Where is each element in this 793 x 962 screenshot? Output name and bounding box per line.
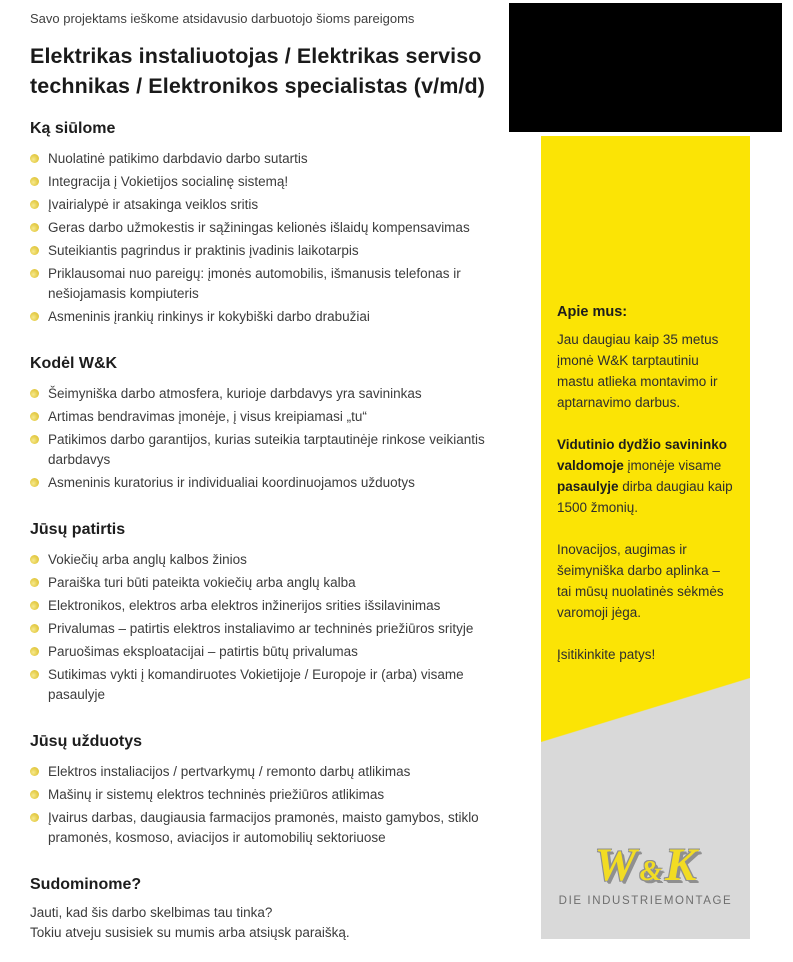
section-heading-offer: Ką siūlome — [30, 120, 116, 137]
list-item — [30, 762, 512, 782]
job-title-line-1: Elektrikas instaliuotojas / Elektrikas serviso — [30, 44, 482, 68]
list-item — [30, 665, 512, 705]
logo-letter-w: W — [594, 839, 637, 891]
about-paragraph-1: Jau daugiau kaip 35 metus įmonė W&K tarptautiniu mastu atlieka montavimo ir aptarnavimo darbus. — [557, 332, 719, 410]
list-item — [30, 550, 512, 570]
closing-line-1: Jauti, kad šis darbo skelbimas tau tinka? — [30, 905, 273, 920]
list-item-text: Artimas bendravimas įmonėje, į visus kreipiamasi „tu“ — [48, 409, 367, 424]
list-item-text: Mašinų ir sistemų elektros techninės priežiūros atlikimas — [48, 787, 385, 802]
list-item-text: Paraiška turi būti pateikta vokiečių arba anglų kalba — [48, 575, 356, 590]
wk-logo — [541, 839, 750, 907]
list-item — [30, 264, 512, 304]
wk-logo-letters — [541, 839, 750, 891]
bullet-icon — [30, 790, 39, 799]
bullet-list-why — [30, 384, 512, 493]
list-item — [30, 149, 512, 169]
about-paragraph-3: Inovacijos, augimas ir šeimyniška darbo aplinka – tai mūsų nuolatinės sėkmės varomoji jėga. — [557, 542, 724, 620]
list-item-text: Įvairialypė ir atsakinga veiklos sritis — [48, 197, 259, 212]
about-paragraph-2 — [557, 434, 737, 518]
list-item-text: Šeimyniška darbo atmosfera, kurioje darbdavys yra savininkas — [48, 386, 422, 401]
about-heading: Apie mus: — [557, 304, 628, 320]
company-logo-placeholder — [509, 3, 782, 132]
list-item-text: Įvairus darbas, daugiausia farmacijos pramonės, maisto gamybos, stiklo pramonės, kosmoso, aviacijos ir automobilių sektoriuose — [48, 810, 479, 845]
closing-block — [30, 875, 515, 943]
closing-line-2: Tokiu atveju susisiek su mumis arba atsiųsk paraišką. — [30, 925, 350, 940]
list-item — [30, 785, 512, 805]
list-item-text: Vokiečių arba anglų kalbos žinios — [48, 552, 247, 567]
bullet-icon — [30, 624, 39, 633]
list-item — [30, 596, 512, 616]
bullet-icon — [30, 647, 39, 656]
job-title-line-2: technikas / Elektronikos specialistas (v/m/d) — [30, 74, 485, 98]
list-item-text: Asmeninis kuratorius ir individualiai koordinuojamos užduotys — [48, 475, 415, 490]
job-ad-content — [30, 10, 515, 943]
list-item-text: Nuolatinė patikimo darbdavio darbo sutartis — [48, 151, 308, 166]
list-item-text: Elektros instaliacijos / pertvarkymų / remonto darbų atlikimas — [48, 764, 411, 779]
list-item-text: Asmeninis įrankių rinkinys ir kokybiški darbo drabužiai — [48, 309, 370, 324]
about-sidebar — [541, 136, 750, 939]
about-text-2: dirba daugiau kaip 1500 žmonių. — [557, 479, 733, 515]
bullet-icon — [30, 601, 39, 610]
sidebar-gray-panel — [541, 742, 750, 939]
about-section — [557, 304, 737, 686]
list-item — [30, 473, 512, 493]
bullet-icon — [30, 223, 39, 232]
list-item-text: Suteikiantis pagrindus ir praktinis įvadinis laikotarpis — [48, 243, 359, 258]
list-item — [30, 172, 512, 192]
closing-heading: Sudominome? — [30, 876, 142, 893]
list-item — [30, 218, 512, 238]
list-item-text: Sutikimas vykti į komandiruotes Vokietijoje / Europoje ir (arba) visame pasaulyje — [48, 667, 464, 702]
bullet-icon — [30, 578, 39, 587]
bullet-icon — [30, 435, 39, 444]
list-item-text: Geras darbo užmokestis ir sąžiningas kelionės išlaidų kompensavimas — [48, 220, 470, 235]
list-item-text: Privalumas – patirtis elektros instaliavimo ar techninės priežiūros srityje — [48, 621, 474, 636]
bullet-list-offer — [30, 149, 512, 327]
list-item-text: Elektronikos, elektros arba elektros inžinerijos srities išsilavinimas — [48, 598, 441, 613]
logo-letter-k: K — [665, 839, 697, 891]
bullet-list-tasks — [30, 762, 512, 848]
bullet-icon — [30, 670, 39, 679]
bullet-icon — [30, 478, 39, 487]
list-item — [30, 808, 512, 848]
logo-ampersand: & — [639, 855, 662, 887]
bullet-icon — [30, 177, 39, 186]
list-item-text: Integracija į Vokietijos socialinę sistemą! — [48, 174, 289, 189]
wk-logo-tagline: DIE INDUSTRIEMONTAGE — [558, 895, 733, 907]
intro-text: Savo projektams ieškome atsidavusio darbuotojo šioms pareigoms — [30, 11, 415, 26]
bullet-list-experience — [30, 550, 512, 705]
sidebar-diagonal-edge — [541, 678, 750, 742]
list-item — [30, 384, 512, 404]
about-cta: Įsitikinkite patys! — [557, 647, 656, 662]
section-heading-tasks: Jūsų užduotys — [30, 733, 143, 750]
bullet-icon — [30, 767, 39, 776]
job-title — [30, 41, 515, 101]
list-item — [30, 241, 512, 261]
section-heading-experience: Jūsų patirtis — [30, 521, 126, 538]
bullet-icon — [30, 200, 39, 209]
section-heading-why: Kodėl W&K — [30, 355, 118, 372]
bullet-icon — [30, 813, 39, 822]
list-item — [30, 573, 512, 593]
bullet-icon — [30, 312, 39, 321]
bullet-icon — [30, 154, 39, 163]
list-item — [30, 307, 512, 327]
bullet-icon — [30, 555, 39, 564]
bullet-icon — [30, 389, 39, 398]
list-item-text: Paruošimas eksploatacijai – patirtis būtų privalumas — [48, 644, 358, 659]
list-item — [30, 195, 512, 215]
about-bold-2: pasaulyje — [557, 479, 619, 494]
about-text-1: įmonėje visame — [623, 458, 722, 473]
bullet-icon — [30, 412, 39, 421]
about-bold-1: Vidutinio dydžio savininko valdomoje — [557, 437, 728, 473]
list-item — [30, 430, 512, 470]
list-item-text: Patikimos darbo garantijos, kurias suteikia tarptautinėje rinkose veikiantis darbdavys — [48, 432, 485, 467]
list-item-text: Priklausomai nuo pareigų: įmonės automobilis, išmanusis telefonas ir nešiojamasis kompiuteris — [48, 266, 461, 301]
list-item — [30, 407, 512, 427]
list-item — [30, 642, 512, 662]
list-item — [30, 619, 512, 639]
bullet-icon — [30, 246, 39, 255]
bullet-icon — [30, 269, 39, 278]
